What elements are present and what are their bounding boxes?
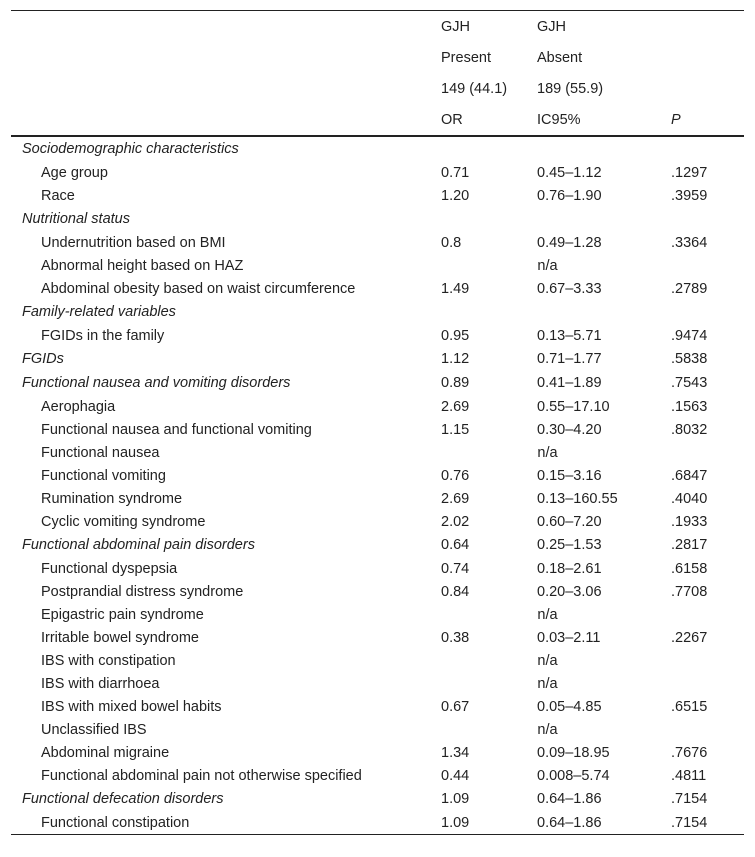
or-value: 0.89	[441, 375, 470, 391]
table-row	[11, 418, 744, 441]
table-row	[11, 231, 744, 254]
header-row	[11, 73, 744, 104]
header-cell	[671, 73, 744, 104]
row-label: Rumination syndrome	[41, 490, 183, 507]
or-value: 0.44	[441, 767, 470, 784]
row-label: Age group	[41, 164, 108, 181]
section-label: Sociodemographic characteristics	[22, 141, 239, 157]
ci-value: 0.05–4.85	[537, 698, 602, 715]
p-value: .6515	[671, 698, 708, 715]
na-cell: n/a	[537, 444, 558, 461]
table-body	[11, 136, 744, 835]
p-value: .7676	[671, 744, 708, 761]
row-label: FGIDs in the family	[41, 327, 165, 344]
row-label: IBS with diarrhoea	[41, 675, 160, 692]
table-row	[11, 741, 744, 764]
p-value: .5838	[671, 351, 708, 367]
table-row	[11, 764, 744, 787]
row-label: Race	[41, 187, 75, 204]
or-value: 0.8	[441, 234, 462, 251]
row-label: Postprandial distress syndrome	[41, 583, 244, 600]
p-value: .2267	[671, 629, 708, 646]
header-cell: Present	[441, 49, 491, 66]
or-value: 1.12	[441, 351, 470, 367]
section-label: Functional nausea and vomiting disorders	[22, 375, 291, 391]
ci-value: 0.15–3.16	[537, 467, 602, 484]
ci-value: 0.13–5.71	[537, 327, 602, 344]
ci-value: 0.30–4.20	[537, 421, 602, 438]
row-label: Cyclic vomiting syndrome	[41, 513, 206, 530]
or-value: 1.09	[441, 791, 470, 807]
row-label: Functional constipation	[11, 811, 441, 835]
row-label: Abnormal height based on HAZ	[41, 257, 244, 274]
row-label: Irritable bowel syndrome	[41, 629, 199, 646]
or-value: 1.34	[441, 744, 470, 761]
or-value: 1.20	[441, 187, 470, 204]
ci-value: 0.25–1.53	[537, 537, 602, 553]
row-label: Functional vomiting	[41, 467, 166, 484]
row-label: Functional abdominal pain not otherwise specified	[41, 767, 362, 784]
ci-value: 0.09–18.95	[537, 744, 610, 761]
header-cell	[11, 11, 441, 43]
p-value: .2817	[671, 537, 708, 553]
section-label: Family-related variables	[22, 304, 176, 320]
table-row	[11, 324, 744, 347]
row-label: Epigastric pain syndrome	[41, 606, 204, 623]
p-value	[671, 207, 744, 231]
or-value	[441, 300, 537, 324]
table-row	[11, 695, 744, 718]
ci-value	[537, 207, 671, 231]
ci-value: 0.71–1.77	[537, 351, 602, 367]
ci-value: 0.55–17.10	[537, 398, 610, 415]
ci-value: 0.64–1.86	[537, 791, 602, 807]
section-label: FGIDs	[22, 351, 64, 367]
p-value: .3364	[671, 234, 708, 251]
ci-value: 0.20–3.06	[537, 583, 602, 600]
table-row	[11, 557, 744, 580]
na-cell: n/a	[537, 652, 558, 669]
row-label: Aerophagia	[41, 398, 116, 415]
section-row	[11, 533, 744, 557]
header-cell: 189 (55.9)	[537, 80, 604, 97]
or-value: 0.64	[441, 537, 470, 553]
ci-value: 0.64–1.86	[537, 811, 671, 835]
na-cell: n/a	[537, 721, 558, 738]
ci-value: 0.67–3.33	[537, 280, 602, 297]
ci-value: 0.13–160.55	[537, 490, 618, 507]
p-value: .9474	[671, 327, 708, 344]
section-row	[11, 300, 744, 324]
p-value	[671, 136, 744, 161]
or-value: 0.74	[441, 560, 470, 577]
or-value: 0.71	[441, 164, 470, 181]
or-value: 2.02	[441, 513, 470, 530]
header-cell: GJH	[537, 11, 671, 43]
p-value: .6158	[671, 560, 708, 577]
header-cell: 149 (44.1)	[441, 80, 508, 97]
row-label: Abdominal migraine	[41, 744, 170, 761]
table-row	[11, 161, 744, 184]
row-label: IBS with constipation	[41, 652, 176, 669]
header-row	[11, 104, 744, 136]
header-cell	[671, 42, 744, 73]
ci-value	[537, 136, 671, 161]
header-cell	[11, 73, 441, 104]
table-row	[11, 395, 744, 418]
header-cell: Absent	[537, 49, 583, 66]
ci-value: 0.03–2.11	[537, 629, 601, 646]
header-cell	[671, 11, 744, 43]
row-label: Functional nausea and functional vomiting	[41, 421, 312, 438]
or-value	[441, 136, 537, 161]
or-value: 1.09	[441, 811, 537, 835]
section-row	[11, 136, 744, 161]
ci-value: 0.60–7.20	[537, 513, 602, 530]
ci-value: 0.45–1.12	[537, 164, 602, 181]
section-label: Functional abdominal pain disorders	[22, 537, 255, 553]
table-row	[11, 487, 744, 510]
section-row	[11, 371, 744, 395]
na-cell: n/a	[537, 257, 558, 274]
p-value: .4040	[671, 490, 708, 507]
p-value: .2789	[671, 280, 708, 297]
p-value: .7154	[671, 791, 708, 807]
header-row	[11, 42, 744, 73]
table-row	[11, 184, 744, 207]
header-cell-p: P	[671, 104, 744, 136]
ci-value	[537, 300, 671, 324]
or-value	[441, 207, 537, 231]
results-table	[11, 10, 744, 835]
table-row	[11, 580, 744, 603]
p-value: .1933	[671, 513, 708, 530]
p-value: .8032	[671, 421, 708, 438]
table-row	[11, 510, 744, 533]
or-value: 2.69	[441, 490, 470, 507]
p-value: .1563	[671, 398, 708, 415]
header-row	[11, 11, 744, 43]
header-cell-or: OR	[441, 104, 537, 136]
p-value: .7154	[671, 811, 744, 835]
table-row	[11, 718, 744, 741]
p-value	[671, 300, 744, 324]
table-row	[11, 603, 744, 626]
p-value: .6847	[671, 467, 708, 484]
row-label: Undernutrition based on BMI	[41, 234, 226, 251]
p-value: .3959	[671, 187, 708, 204]
row-label: Functional nausea	[41, 444, 160, 461]
na-cell: n/a	[537, 675, 558, 692]
section-label: Functional defecation disorders	[22, 791, 224, 807]
table-row	[11, 254, 744, 277]
row-label: IBS with mixed bowel habits	[41, 698, 222, 715]
or-value: 0.84	[441, 583, 470, 600]
or-value: 0.76	[441, 467, 470, 484]
header-cell: GJH	[441, 11, 537, 43]
ci-value: 0.49–1.28	[537, 234, 602, 251]
row-label: Functional dyspepsia	[41, 560, 178, 577]
table-header	[11, 11, 744, 137]
p-value: .4811	[671, 767, 707, 784]
or-value: 0.67	[441, 698, 470, 715]
row-label: Abdominal obesity based on waist circumference	[41, 280, 356, 297]
or-value: 1.15	[441, 421, 470, 438]
or-value: 0.95	[441, 327, 470, 344]
na-cell: n/a	[537, 606, 558, 623]
ci-value: 0.008–5.74	[537, 767, 610, 784]
section-row	[11, 347, 744, 371]
header-cell	[11, 104, 441, 136]
table-row	[11, 626, 744, 649]
section-row	[11, 787, 744, 811]
table-row	[11, 464, 744, 487]
table-row	[11, 649, 744, 672]
header-cell-ci: IC95%	[537, 104, 671, 136]
p-value: .7543	[671, 375, 708, 391]
or-value: 0.38	[441, 629, 470, 646]
table-row	[11, 672, 744, 695]
ci-value: 0.18–2.61	[537, 560, 602, 577]
ci-value: 0.41–1.89	[537, 375, 602, 391]
or-value: 1.49	[441, 280, 470, 297]
p-value: .7708	[671, 583, 708, 600]
section-row	[11, 207, 744, 231]
table-row	[11, 277, 744, 300]
section-label: Nutritional status	[22, 211, 130, 227]
row-label: Unclassified IBS	[41, 721, 147, 738]
ci-value: 0.76–1.90	[537, 187, 602, 204]
table-row	[11, 441, 744, 464]
header-cell	[11, 42, 441, 73]
p-value: .1297	[671, 164, 708, 181]
or-value: 2.69	[441, 398, 470, 415]
table-row	[11, 811, 744, 835]
